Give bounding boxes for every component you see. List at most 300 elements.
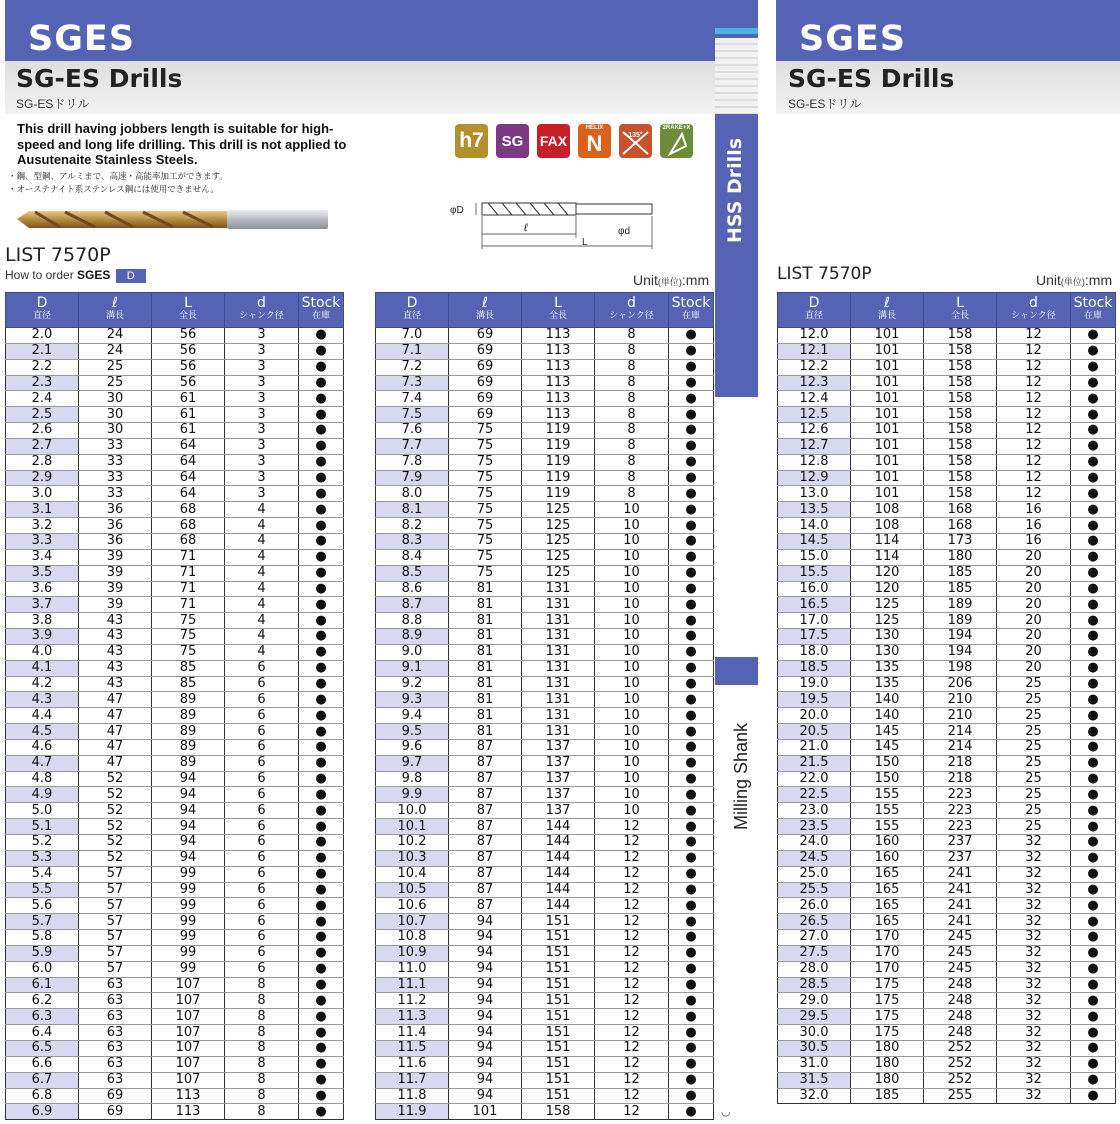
unit-label-left [633,272,709,288]
stock-cell: ● [1071,819,1116,835]
shank-diameter-cell: 32 [997,1009,1071,1025]
stock-cell: ● [1071,692,1116,708]
flute-length-cell: 108 [851,518,924,534]
overall-length-cell: 119 [522,470,595,486]
shank-diameter-cell: 32 [997,1040,1071,1056]
column-header [1071,293,1116,328]
shank-diameter-cell: 20 [997,565,1071,581]
shank-diameter-cell: 4 [225,518,299,534]
overall-length-cell: 99 [152,930,225,946]
point-angle-135-icon [619,124,652,158]
diameter-cell: 24.5 [778,850,851,866]
diameter-cell: 30.5 [778,1040,851,1056]
flute-length-cell: 87 [449,739,522,755]
overall-length-cell: 248 [924,1025,997,1041]
stock-cell: ● [669,470,714,486]
diameter-cell: 8.2 [376,518,449,534]
table-row [6,1104,344,1120]
overall-length-cell: 137 [522,771,595,787]
flute-length-cell: 150 [851,771,924,787]
diameter-cell: 8.3 [376,533,449,549]
stock-cell: ● [299,961,344,977]
overall-length-cell: 151 [522,1088,595,1104]
flute-length-cell: 101 [851,423,924,439]
flute-length-cell: 87 [449,819,522,835]
flute-length-cell: 94 [449,930,522,946]
flute-length-cell: 43 [79,644,152,660]
diameter-cell: 10.9 [376,945,449,961]
overall-length-cell: 151 [522,914,595,930]
diameter-cell: 12.0 [778,328,851,344]
flute-length-cell: 33 [79,438,152,454]
flute-length-cell: 30 [79,407,152,423]
table-row [778,502,1116,518]
overall-length-cell: 113 [522,375,595,391]
diameter-cell: 10.7 [376,914,449,930]
overall-length-cell: 89 [152,692,225,708]
overall-length-cell: 151 [522,1025,595,1041]
overall-length-cell: 89 [152,724,225,740]
shank-diameter-cell: 8 [225,1056,299,1072]
diameter-cell: 3.2 [6,518,79,534]
diameter-cell: 4.2 [6,676,79,692]
diameter-cell: 26.5 [778,914,851,930]
diameter-cell: 9.9 [376,787,449,803]
flute-length-cell: 33 [79,486,152,502]
overall-length-cell: 94 [152,819,225,835]
diameter-cell: 4.1 [6,660,79,676]
stock-cell: ● [299,724,344,740]
overall-length-cell: 218 [924,755,997,771]
how-to-order [5,268,146,283]
sidebar-tab-hss[interactable] [715,0,758,397]
overall-length-cell: 113 [522,343,595,359]
table-row [778,328,1116,344]
overall-length-cell: 113 [522,359,595,375]
diameter-cell: 8.5 [376,565,449,581]
shank-diameter-cell: 12 [997,486,1071,502]
stock-cell: ● [669,438,714,454]
diameter-cell: 12.9 [778,470,851,486]
stock-cell: ● [669,993,714,1009]
column-header-jp: 全長 [950,311,969,321]
column-header-en: d [257,295,266,311]
column-header-jp: 直径 [402,311,421,321]
stock-cell: ● [669,518,714,534]
overall-length-cell: 151 [522,1056,595,1072]
stock-cell: ● [1071,629,1116,645]
stock-cell: ● [1071,882,1116,898]
overall-length-cell: 158 [924,391,997,407]
diameter-cell: 10.4 [376,866,449,882]
overall-length-cell: 125 [522,502,595,518]
stock-cell: ● [669,1104,714,1120]
stock-cell: ● [669,930,714,946]
overall-length-cell: 71 [152,549,225,565]
table-row [376,470,714,486]
flute-length-cell: 52 [79,803,152,819]
table-row [376,1056,714,1072]
stock-cell: ● [669,549,714,565]
flute-length-cell: 180 [851,1072,924,1088]
diameter-cell: 12.1 [778,343,851,359]
unit-text: Unit [1036,272,1061,288]
overall-length-cell: 189 [924,613,997,629]
table-row [778,961,1116,977]
product-title-jp-right: SG-ESドリル [788,97,862,111]
shank-diameter-cell: 10 [595,502,669,518]
diameter-cell: 4.0 [6,644,79,660]
table-row [6,866,344,882]
flute-length-cell: 101 [851,407,924,423]
diameter-cell: 23.0 [778,803,851,819]
overall-length-cell: 113 [522,328,595,344]
diameter-cell: 8.8 [376,613,449,629]
flute-length-cell: 94 [449,945,522,961]
diameter-cell: 4.3 [6,692,79,708]
shank-diameter-cell: 12 [595,945,669,961]
shank-diameter-cell: 8 [225,1025,299,1041]
shank-diameter-cell: 6 [225,660,299,676]
diameter-cell: 29.0 [778,993,851,1009]
diameter-cell: 21.5 [778,755,851,771]
overall-length-cell: 168 [924,518,997,534]
product-title-jp-left: SG-ESドリル [16,97,90,111]
flute-length-cell: 170 [851,945,924,961]
flute-length-cell: 69 [449,328,522,344]
table-row [376,328,714,344]
stock-cell: ● [1071,597,1116,613]
order-badge: D [116,269,146,283]
overall-length-cell: 137 [522,803,595,819]
helix-n-icon [578,124,611,158]
shank-diameter-cell: 12 [997,423,1071,439]
shank-diameter-cell: 8 [595,438,669,454]
stock-cell: ● [299,835,344,851]
overall-length-cell: 94 [152,850,225,866]
stock-cell: ● [1071,755,1116,771]
flute-length-cell: 101 [851,375,924,391]
stock-cell: ● [299,771,344,787]
flute-length-cell: 81 [449,629,522,645]
shank-diameter-cell: 8 [595,328,669,344]
stock-cell: ● [299,502,344,518]
stock-cell: ● [299,660,344,676]
shank-diameter-cell: 12 [997,407,1071,423]
shank-diameter-cell: 12 [997,470,1071,486]
diameter-cell: 28.5 [778,977,851,993]
overall-length-cell: 64 [152,486,225,502]
stock-cell: ● [1071,454,1116,470]
table-row [376,597,714,613]
diameter-cell: 2.1 [6,343,79,359]
shank-diameter-cell: 32 [997,961,1071,977]
shank-diameter-cell: 10 [595,565,669,581]
column-header [299,293,344,328]
stock-cell: ● [299,407,344,423]
table-row [778,423,1116,439]
table-row [778,676,1116,692]
spec-table-3 [777,292,1116,1104]
diameter-cell: 6.8 [6,1088,79,1104]
stock-cell: ● [669,866,714,882]
table-row [376,502,714,518]
flute-length-cell: 33 [79,454,152,470]
column-header [225,293,299,328]
stock-cell: ● [669,375,714,391]
overall-length-cell: 64 [152,438,225,454]
stock-cell: ● [1071,1025,1116,1041]
column-header-en: Stock [301,295,341,311]
diameter-cell: 6.5 [6,1040,79,1056]
table-row [6,977,344,993]
overall-length-cell: 214 [924,724,997,740]
table-row [6,1056,344,1072]
overall-length-cell: 107 [152,977,225,993]
shank-diameter-cell: 12 [595,1088,669,1104]
table-row [778,391,1116,407]
flute-length-cell: 114 [851,549,924,565]
flute-length-cell: 81 [449,708,522,724]
stock-cell: ● [669,882,714,898]
stock-cell: ● [1071,739,1116,755]
stock-cell: ● [299,945,344,961]
diameter-cell: 29.5 [778,1009,851,1025]
flute-length-cell: 94 [449,1009,522,1025]
flute-length-cell: 69 [79,1104,152,1120]
stock-cell: ● [299,882,344,898]
table-row [6,1072,344,1088]
flute-length-cell: 69 [449,407,522,423]
stock-cell: ● [299,819,344,835]
table-row [6,391,344,407]
flute-length-cell: 180 [851,1040,924,1056]
column-header-jp: シャンク径 [1011,311,1056,321]
flute-length-cell: 52 [79,819,152,835]
shank-diameter-cell: 10 [595,755,669,771]
stock-cell: ● [299,739,344,755]
shank-diameter-cell: 3 [225,423,299,439]
stock-cell: ● [669,835,714,851]
flute-length-cell: 47 [79,692,152,708]
table-row [376,391,714,407]
overall-length-cell: 158 [924,328,997,344]
flute-length-cell: 81 [449,613,522,629]
diameter-cell: 25.0 [778,866,851,882]
flute-length-cell: 81 [449,692,522,708]
table-row [376,1040,714,1056]
flute-length-cell: 155 [851,803,924,819]
column-header-jp: 在庫 [681,311,700,321]
flute-length-cell: 155 [851,787,924,803]
flute-length-cell: 75 [449,549,522,565]
table-row [778,343,1116,359]
shank-diameter-cell: 10 [595,676,669,692]
overall-length-cell: 99 [152,898,225,914]
table-row [778,866,1116,882]
overall-length-cell: 237 [924,835,997,851]
shank-diameter-cell: 4 [225,629,299,645]
overall-length-cell: 113 [152,1104,225,1120]
overall-length-cell: 210 [924,708,997,724]
flute-length-cell: 130 [851,644,924,660]
overall-length-cell: 131 [522,660,595,676]
shank-diameter-cell: 32 [997,1025,1071,1041]
table-row [376,613,714,629]
table-row [376,375,714,391]
overall-length-cell: 158 [924,407,997,423]
shank-diameter-cell: 10 [595,549,669,565]
flute-length-cell: 43 [79,660,152,676]
stock-cell: ● [669,787,714,803]
flute-length-cell: 145 [851,724,924,740]
table-row [6,518,344,534]
overall-length-cell: 241 [924,898,997,914]
table-row [778,533,1116,549]
shank-diameter-cell: 25 [997,739,1071,755]
stock-cell: ● [299,787,344,803]
overall-length-cell: 94 [152,771,225,787]
diameter-cell: 8.6 [376,581,449,597]
shank-diameter-cell: 8 [595,423,669,439]
shank-diameter-cell: 6 [225,787,299,803]
overall-length-cell: 223 [924,787,997,803]
flute-length-cell: 101 [851,486,924,502]
overall-length-cell: 125 [522,518,595,534]
stock-cell: ● [1071,961,1116,977]
flute-length-cell: 75 [449,423,522,439]
table-row [6,328,344,344]
flute-length-cell: 69 [79,1088,152,1104]
overall-length-cell: 107 [152,1040,225,1056]
table-row [376,882,714,898]
flute-length-cell: 87 [449,882,522,898]
column-header-jp: 溝長 [877,311,896,321]
diameter-cell: 14.5 [778,533,851,549]
diameter-cell: 5.5 [6,882,79,898]
stock-cell: ● [1071,533,1116,549]
diameter-cell: 3.1 [6,502,79,518]
stock-cell: ● [299,1088,344,1104]
diameter-cell: 2.9 [6,470,79,486]
shank-diameter-cell: 10 [595,533,669,549]
flute-length-cell: 155 [851,819,924,835]
table-row [6,930,344,946]
stock-cell: ● [1071,391,1116,407]
table-row [376,1104,714,1120]
table-row [778,945,1116,961]
shank-diameter-cell: 8 [595,486,669,502]
diameter-cell: 7.8 [376,454,449,470]
table-row [778,407,1116,423]
overall-length-cell: 137 [522,755,595,771]
column-header [851,293,924,328]
shank-diameter-cell: 6 [225,850,299,866]
flute-length-cell: 57 [79,866,152,882]
flute-length-cell: 87 [449,803,522,819]
shank-diameter-cell: 6 [225,755,299,771]
flute-length-cell: 63 [79,1025,152,1041]
table-row [778,581,1116,597]
shank-diameter-cell: 12 [595,1104,669,1120]
overall-length-cell: 198 [924,660,997,676]
flute-length-cell: 43 [79,676,152,692]
notes-jp [8,170,228,195]
column-header-jp: シャンク径 [239,311,284,321]
stock-cell: ● [299,1040,344,1056]
shank-diameter-cell: 8 [595,375,669,391]
overall-length-cell: 151 [522,930,595,946]
flute-length-cell: 150 [851,755,924,771]
overall-length-cell: 218 [924,771,997,787]
overall-length-cell: 113 [522,407,595,423]
overall-length-cell: 107 [152,993,225,1009]
flute-length-cell: 47 [79,724,152,740]
shank-diameter-cell: 12 [595,930,669,946]
diameter-cell: 5.2 [6,835,79,851]
diameter-cell: 4.8 [6,771,79,787]
table-row [376,629,714,645]
stock-cell: ● [669,977,714,993]
flute-length-cell: 175 [851,1009,924,1025]
table-row [778,914,1116,930]
flute-length-cell: 94 [449,993,522,1009]
sidebar-accent-stripe [715,28,758,34]
table-row [6,470,344,486]
diameter-cell: 20.0 [778,708,851,724]
shank-diameter-cell: 20 [997,660,1071,676]
flute-length-cell: 57 [79,898,152,914]
table-row [6,1009,344,1025]
shank-diameter-cell: 10 [595,629,669,645]
shank-diameter-cell: 25 [997,771,1071,787]
stock-cell: ● [299,930,344,946]
stock-cell: ● [1071,423,1116,439]
column-header-jp: 在庫 [311,311,330,321]
diameter-cell: 22.0 [778,771,851,787]
diameter-cell: 3.5 [6,565,79,581]
stock-cell: ● [1071,407,1116,423]
stock-cell: ● [1071,866,1116,882]
overall-length-cell: 245 [924,961,997,977]
table-row [376,1088,714,1104]
shank-diameter-cell: 10 [595,613,669,629]
table-row [376,787,714,803]
shank-diameter-cell: 10 [595,787,669,803]
overall-length-cell: 99 [152,866,225,882]
spec-table-1 [5,292,344,1120]
flute-length-cell: 87 [449,866,522,882]
table-row [6,502,344,518]
diameter-cell: 32.0 [778,1088,851,1104]
table-row [778,644,1116,660]
diameter-cell: 5.3 [6,850,79,866]
diameter-cell: 25.5 [778,882,851,898]
flute-length-cell: 180 [851,1056,924,1072]
overall-length-cell: 89 [152,708,225,724]
shank-diameter-cell: 12 [595,850,669,866]
diameter-cell: 2.4 [6,391,79,407]
shank-diameter-cell: 10 [595,644,669,660]
table-row [6,914,344,930]
stock-cell: ● [1071,581,1116,597]
overall-length-cell: 125 [522,549,595,565]
overall-length-cell: 158 [924,423,997,439]
table-row [778,977,1116,993]
diameter-cell: 10.0 [376,803,449,819]
shank-diameter-cell: 32 [997,898,1071,914]
stock-cell: ● [299,1104,344,1120]
